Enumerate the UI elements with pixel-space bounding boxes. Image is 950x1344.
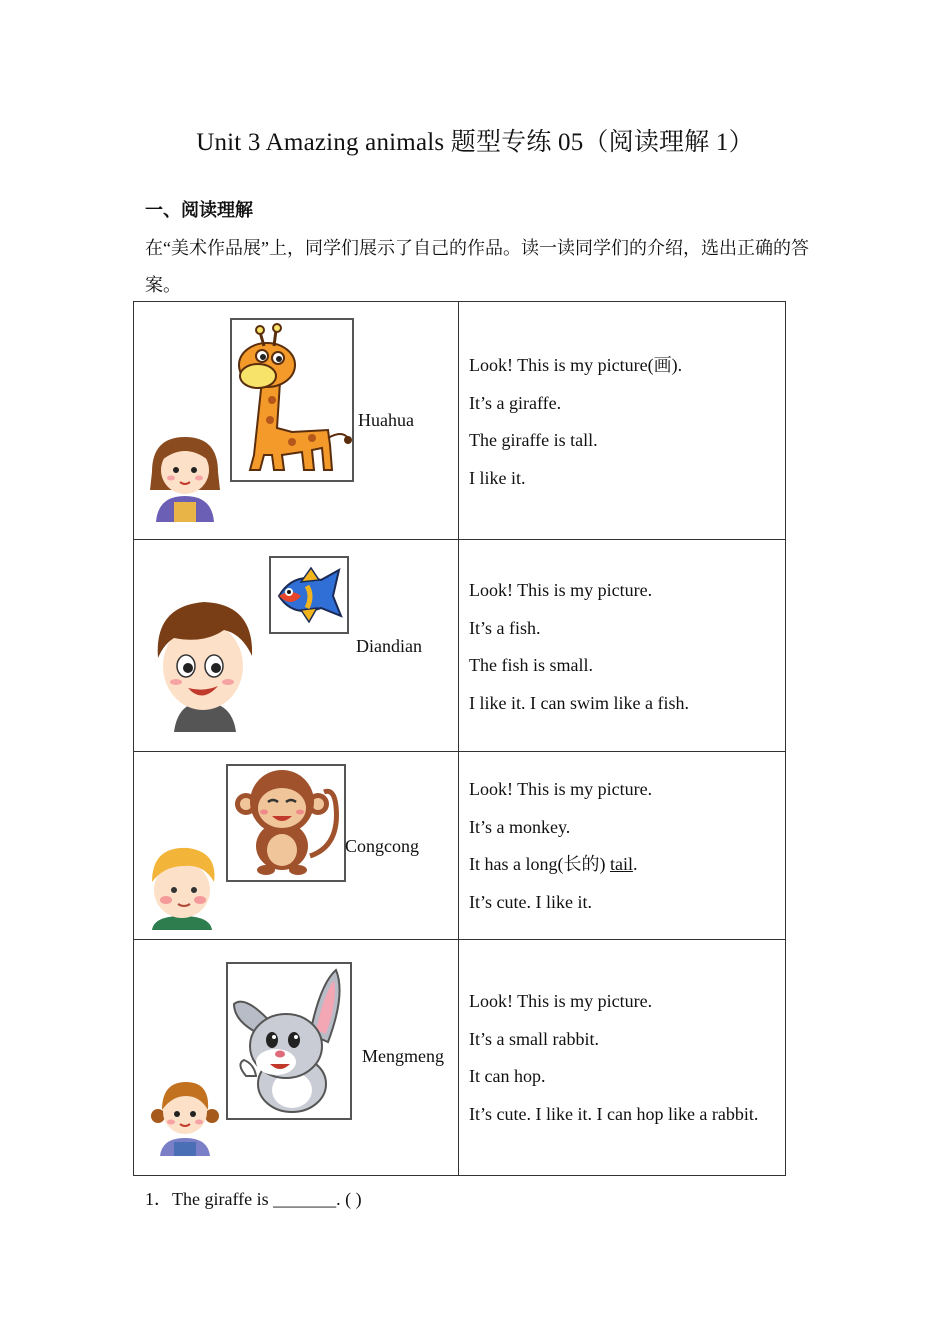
student-name: Diandian — [356, 636, 422, 656]
question-1: 1．The giraffe is _______. ( ) — [145, 1189, 362, 1209]
giraffe-picture — [230, 318, 354, 482]
picture-cell — [134, 540, 459, 752]
student-name: Mengmeng — [362, 1046, 444, 1066]
girl-avatar-icon — [150, 1076, 220, 1161]
instructions: 在“美术作品展”上，同学们展示了自己的作品。读一读同学们的介绍，选出正确的答案。 — [145, 238, 809, 295]
picture-cell — [134, 302, 459, 540]
text-line: It can hop. — [469, 1066, 546, 1086]
text-line: It’s a giraffe. — [469, 392, 562, 413]
text-line: It’s a monkey. — [469, 816, 571, 837]
text-line: It’s a small rabbit. — [469, 1028, 599, 1049]
text-segment: It has a long(长的) — [469, 854, 610, 874]
text-line: It’s cute. I like it. — [469, 891, 592, 912]
section-heading: 一、阅读理解 — [145, 200, 253, 221]
giraffe-icon — [232, 320, 352, 480]
student-name: Huahua — [358, 410, 414, 430]
text-cell — [459, 540, 786, 752]
student-name: Congcong — [345, 836, 419, 856]
fish-picture — [269, 556, 349, 634]
text-line: I like it. — [469, 467, 526, 488]
text-line: The fish is small. — [469, 655, 593, 675]
text-line: Look! This is my picture. — [469, 779, 653, 799]
text-line: The giraffe is tall. — [469, 430, 598, 450]
table-row — [134, 302, 786, 540]
text-segment: . — [632, 854, 638, 874]
table-row — [134, 940, 786, 1176]
rabbit-icon — [228, 964, 350, 1118]
boy-avatar-icon — [144, 842, 220, 935]
text-line: Look! This is my picture. — [469, 580, 653, 600]
fish-icon — [271, 558, 347, 632]
text-line — [469, 846, 652, 884]
underlined-word-tail: tail — [609, 854, 633, 874]
rabbit-picture — [226, 962, 352, 1120]
text-cell — [459, 940, 786, 1176]
boy-avatar-icon — [144, 594, 262, 737]
text-line: It’s a fish. — [469, 617, 541, 638]
picture-cell — [134, 940, 459, 1176]
text-line: It’s cute. I like it. I can hop like a rabbit. — [469, 1103, 759, 1124]
girl-avatar-icon — [144, 432, 226, 527]
table-row — [134, 752, 786, 940]
text-line: I like it. I can swim like a fish. — [469, 692, 689, 713]
monkey-picture — [226, 764, 346, 882]
text-cell — [459, 302, 786, 540]
monkey-icon — [228, 766, 344, 880]
reading-table — [133, 301, 786, 1176]
table-row — [134, 540, 786, 752]
text-line: Look! This is my picture(画). — [469, 355, 683, 375]
text-line: Look! This is my picture. — [469, 991, 653, 1011]
text-cell — [459, 752, 786, 940]
picture-cell — [134, 752, 459, 940]
page-title: Unit 3 Amazing animals 题型专练 05（阅读理解 1） — [196, 129, 754, 156]
